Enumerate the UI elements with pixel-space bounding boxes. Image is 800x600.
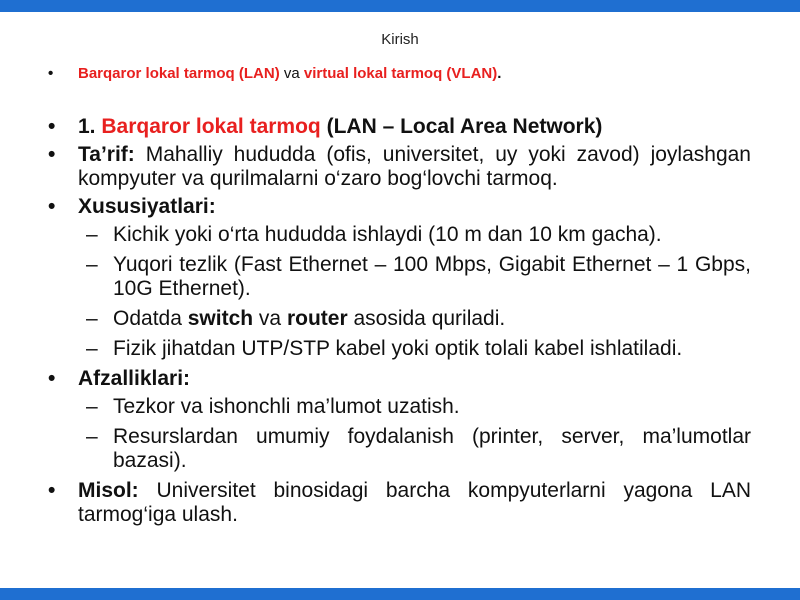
intro-vlan-text: virtual lokal tarmoq (VLAN): [303, 65, 498, 82]
top-accent-bar: [0, 0, 800, 12]
feature-item: [48, 337, 751, 361]
feature-text: Yuqori tezlik (Fast Ethernet – 100 Mbps, Gigabit Ethernet – 1 Gbps, 10G Ethernet).: [113, 253, 751, 300]
slide-title: Kirish: [381, 31, 419, 48]
advantage-text: Resurslardan umumiy foydalanish (printer, server, ma’lumotlar bazasi).: [113, 425, 751, 472]
advantage-item: [48, 425, 751, 473]
features-heading: [48, 195, 751, 219]
feature-router: router: [286, 307, 348, 330]
dash: –: [86, 395, 98, 418]
feature-text: Kichik yoki o‘rta hududda ishlaydi (10 m dan 10 km gacha).: [113, 223, 662, 246]
section-title-rest: (LAN – Local Area Network): [320, 115, 603, 138]
definition-item: [48, 143, 751, 191]
definition-label: Ta’rif:: [78, 143, 135, 166]
dash: –: [86, 223, 98, 246]
bullet: •: [48, 479, 56, 502]
intro-connector: va: [279, 65, 304, 82]
feature-text-c: va: [253, 307, 287, 330]
intro-lan-text: Barqaror lokal tarmoq (LAN): [78, 65, 280, 82]
advantage-text: Tezkor va ishonchli ma’lumot uzatish.: [113, 395, 460, 418]
feature-text-a: Odatda: [113, 307, 188, 330]
dash: –: [86, 307, 98, 330]
feature-text-e: asosida quriladi.: [347, 307, 506, 330]
bullet: •: [48, 115, 56, 138]
feature-item: [48, 253, 751, 301]
example-label: Misol:: [78, 479, 139, 502]
feature-item: [48, 223, 751, 247]
slide-content: [48, 115, 751, 531]
dash: –: [86, 425, 98, 448]
features-label: Xususiyatlari:: [78, 195, 216, 218]
advantage-item: [48, 395, 751, 419]
advantages-heading: [48, 367, 751, 391]
dash: –: [86, 337, 98, 360]
feature-switch: switch: [187, 307, 254, 330]
bottom-accent-bar: [0, 588, 800, 600]
section-title-red: Barqaror lokal tarmoq: [101, 115, 321, 138]
feature-text: Fizik jihatdan UTP/STP kabel yoki optik tolali kabel ishlatiladi.: [113, 337, 683, 360]
section-number: 1.: [78, 115, 102, 138]
definition-text: Mahalliy hududda (ofis, universitet, uy yoki zavod) joylashgan kompyuter va qurilmalarni o‘zaro bog‘lovchi tarmoq.: [78, 143, 751, 190]
intro-period: .: [497, 65, 502, 82]
intro-bullet: •: [48, 65, 54, 82]
bullet: •: [48, 195, 56, 218]
dash: –: [86, 253, 98, 276]
bullet: •: [48, 143, 56, 166]
bullet: •: [48, 367, 56, 390]
intro-line: [48, 64, 748, 84]
example-item: [48, 479, 751, 527]
advantages-label: Afzalliklari:: [78, 367, 191, 390]
section-heading: [48, 115, 751, 139]
example-text: Universitet binosidagi barcha kompyuterlarni yagona LAN tarmog‘iga ulash.: [78, 479, 751, 526]
feature-item: [48, 307, 751, 331]
